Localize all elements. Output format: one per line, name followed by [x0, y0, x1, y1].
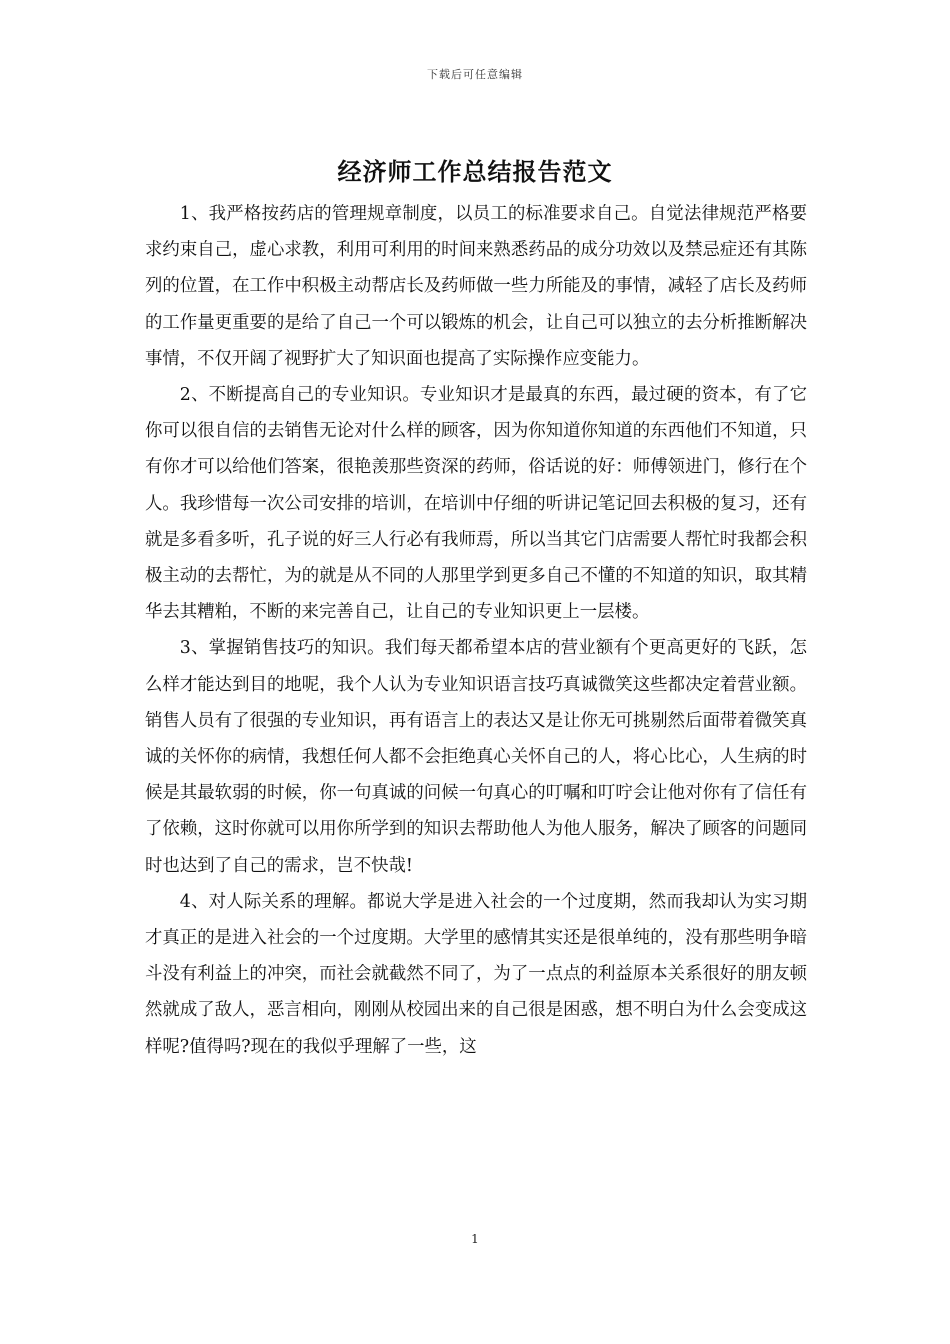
- paragraph-4: 4、对人际关系的理解。都说大学是进入社会的一个过度期，然而我却认为实习期才真正的是进入社会的一个过度期。大学里的感情其实还是很单纯的，没有那些明争暗斗没有利益上的冲突，而社会就截然不同了，为了一点点的利益原本关系很好的朋友顿然就成了敌人，恶言相向，刚刚从校园出来的自己很是困惑，想不明白为什么会变成这样呢?值得吗?现在的我似乎理解了一些，这: [145, 891, 807, 1057]
- header-note: 下载后可任意编辑: [427, 68, 523, 81]
- document-body: [145, 196, 807, 1065]
- paragraph-2: 2、不断提高自己的专业知识。专业知识才是最真的东西，最过硬的资本，有了它你可以很自信的去销售无论对什么样的顾客，因为你知道你知道的东西他们不知道，只有你才可以给他们答案，很艳羡那些资深的药师，俗话说的好：师傅领进门，修行在个人。我珍惜每一次公司安排的培训，在培训中仔细的听讲记笔记回去积极的复习，还有就是多看多听，孔子说的好三人行必有我师焉，所以当其它门店需要人帮忙时我都会积极主动的去帮忙，为的就是从不同的人那里学到更多自己不懂的不知道的知识，取其精华去其糟粕，不断的来完善自己，让自己的专业知识更上一层楼。: [145, 385, 807, 623]
- page-number: 1: [471, 1232, 479, 1246]
- paragraph-1: 1、我严格按药店的管理规章制度，以员工的标准要求自己。自觉法律规范严格要求约束自己，虚心求教，利用可利用的时间来熟悉药品的成分功效以及禁忌症还有其陈列的位置，在工作中积极主动帮店长及药师做一些力所能及的事情，减轻了店长及药师的工作量更重要的是给了自己一个可以锻炼的机会，让自己可以独立的去分析推断解决事情，不仅开阔了视野扩大了知识面也提高了实际操作应变能力。: [145, 204, 807, 369]
- document-title: 经济师工作总结报告范文: [337, 157, 613, 186]
- paragraph-3: 3、掌握销售技巧的知识。我们每天都希望本店的营业额有个更高更好的飞跃，怎么样才能达到目的地呢，我个人认为专业知识语言技巧真诚微笑这些都决定着营业额。销售人员有了很强的专业知识，再有语言上的表达又是让你无可挑剔然后面带着微笑真诚的关怀你的病情，我想任何人都不会拒绝真心关怀自己的人，将心比心，人生病的时候是其最软弱的时候，你一句真诚的问候一句真心的叮嘱和叮咛会让他对你有了信任有了依赖，这时你就可以用你所学到的知识去帮助他人为他人服务，解决了顾客的问题同时也达到了自己的需求，岂不快哉!: [145, 638, 807, 876]
